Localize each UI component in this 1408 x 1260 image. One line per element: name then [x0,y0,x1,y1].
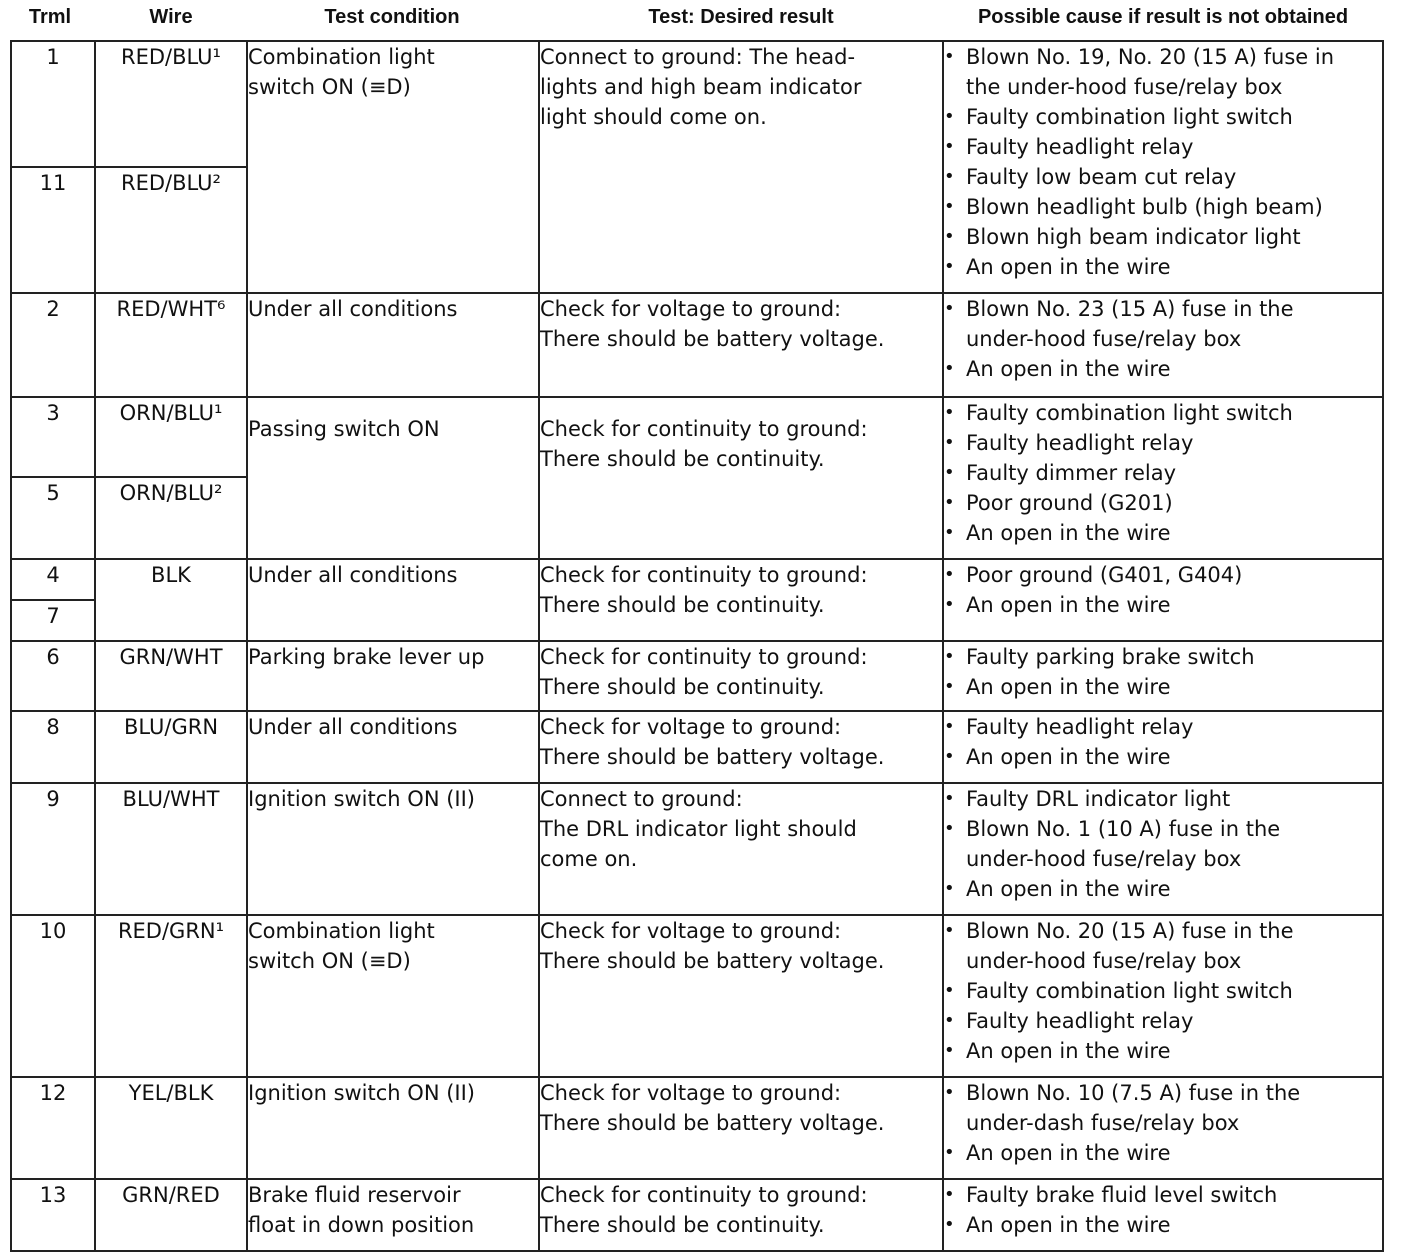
terminal-cell: 7 [11,600,95,641]
table-row [11,1077,1383,1179]
cause-list [944,712,1382,772]
desired-result-cell: Check for voltage to ground: There should be battery voltage. [539,915,943,1077]
cause-list [944,398,1382,548]
cause-item: • Faulty DRL indicator light [944,784,1382,814]
test-condition-cell: Brake fluid reservoir float in down position [247,1179,539,1251]
wire-cell: ORN/BLU² [95,477,247,559]
desired-result-cell: Check for continuity to ground: There should be continuity. [539,641,943,711]
cause-list [944,1078,1382,1168]
wire-cell: RED/WHT⁶ [95,293,247,397]
terminal-cell: 1 [11,41,95,167]
cause-item: under-hood fuse/relay box [966,949,1242,973]
header-wire: Wire [149,6,193,28]
possible-cause-cell [943,41,1383,293]
possible-cause-cell [943,915,1383,1077]
wire-cell: RED/GRN¹ [95,915,247,1077]
possible-cause-cell [943,397,1383,559]
cause-item: under-hood fuse/relay box [966,847,1242,871]
cause-item: • An open in the wire [944,874,1382,904]
test-condition-cell: Ignition switch ON (II) [247,783,539,915]
cause-item: • An open in the wire [944,354,1382,384]
possible-cause-cell [943,293,1383,397]
cause-item: • Blown No. 23 (15 A) fuse in the [944,294,1382,324]
cause-item: • Faulty headlight relay [944,132,1382,162]
cause-item: • Blown No. 20 (15 A) fuse in the [944,916,1382,946]
cause-item: under-dash fuse/relay box [966,1111,1240,1135]
cause-item: • An open in the wire [944,518,1382,548]
possible-cause-cell [943,711,1383,783]
cause-item: • An open in the wire [944,1210,1382,1240]
table-row [11,293,1383,397]
cause-list [944,294,1382,384]
header-desired-result: Test: Desired result [648,6,834,28]
cause-list [944,560,1382,620]
cause-item: • Poor ground (G201) [944,488,1382,518]
cause-item: • Faulty parking brake switch [944,642,1382,672]
cause-item: the under-hood fuse/relay box [966,75,1283,99]
test-condition-cell: Under all conditions [247,293,539,397]
test-condition-cell: Under all conditions [247,711,539,783]
wire-cell: YEL/BLK [95,1077,247,1179]
possible-cause-cell [943,559,1383,641]
wire-cell: ORN/BLU¹ [95,397,247,477]
test-condition-cell: Under all conditions [247,559,539,641]
wire-cell: BLU/GRN [95,711,247,783]
cause-list [944,916,1382,1066]
desired-result-cell: Connect to ground: The DRL indicator light should come on. [539,783,943,915]
table-row [11,711,1383,783]
header-trml: Trml [28,6,72,28]
wire-cell: RED/BLU² [95,167,247,293]
diagnostic-table [10,40,1384,1252]
possible-cause-cell [943,641,1383,711]
cause-item: • Faulty combination light switch [944,398,1382,428]
terminal-cell: 2 [11,293,95,397]
desired-result-cell: Check for voltage to ground: There should be battery voltage. [539,1077,943,1179]
cause-item: • Faulty brake fluid level switch [944,1180,1382,1210]
cause-item: • Faulty dimmer relay [944,458,1382,488]
cause-list [944,1180,1382,1240]
cause-item: • An open in the wire [944,672,1382,702]
wire-cell: RED/BLU¹ [95,41,247,167]
table-row [11,559,1383,600]
cause-item: • Blown headlight bulb (high beam) [944,192,1382,222]
wire-cell: GRN/RED [95,1179,247,1251]
wire-cell: BLK [95,559,247,641]
cause-item: • Faulty headlight relay [944,1006,1382,1036]
cause-item: • Blown No. 1 (10 A) fuse in the [944,814,1382,844]
terminal-cell: 13 [11,1179,95,1251]
table-row [11,915,1383,1077]
cause-item: • Faulty combination light switch [944,976,1382,1006]
table-row [11,641,1383,711]
cause-item: • Faulty headlight relay [944,428,1382,458]
table-row [11,397,1383,477]
terminal-cell: 10 [11,915,95,1077]
header-possible-cause: Possible cause if result is not obtained [977,6,1349,28]
terminal-cell: 9 [11,783,95,915]
cause-item: • Faulty headlight relay [944,712,1382,742]
cause-list [944,642,1382,702]
cause-list [944,42,1382,282]
terminal-cell: 5 [11,477,95,559]
cause-item: • Blown No. 10 (7.5 A) fuse in the [944,1078,1382,1108]
wire-cell: BLU/WHT [95,783,247,915]
header-test-condition: Test condition [324,6,460,28]
table-row [11,783,1383,915]
desired-result-cell: Check for continuity to ground: There should be continuity. [539,397,943,559]
test-condition-cell: Combination light switch ON (≡D) [247,41,539,293]
cause-list [944,784,1382,904]
possible-cause-cell [943,1179,1383,1251]
cause-item: • An open in the wire [944,590,1382,620]
terminal-cell: 6 [11,641,95,711]
test-condition-cell: Combination light switch ON (≡D) [247,915,539,1077]
cause-item: under-hood fuse/relay box [966,327,1242,351]
cause-item: • An open in the wire [944,1036,1382,1066]
cause-item: • An open in the wire [944,1138,1382,1168]
terminal-cell: 8 [11,711,95,783]
terminal-cell: 12 [11,1077,95,1179]
desired-result-cell: Check for continuity to ground: There should be continuity. [539,1179,943,1251]
cause-item: • Poor ground (G401, G404) [944,560,1382,590]
cause-item: • Faulty combination light switch [944,102,1382,132]
cause-item: • An open in the wire [944,252,1382,282]
wire-cell: GRN/WHT [95,641,247,711]
table-row [11,1179,1383,1251]
table-row [11,41,1383,167]
terminal-cell: 3 [11,397,95,477]
desired-result-cell: Check for continuity to ground: There should be continuity. [539,559,943,641]
cause-item: • Faulty low beam cut relay [944,162,1382,192]
cause-item: • An open in the wire [944,742,1382,772]
terminal-cell: 4 [11,559,95,600]
test-condition-cell: Ignition switch ON (II) [247,1077,539,1179]
desired-result-cell: Check for voltage to ground: There should be battery voltage. [539,293,943,397]
terminal-cell: 11 [11,167,95,293]
test-condition-cell: Parking brake lever up [247,641,539,711]
test-condition-cell: Passing switch ON [247,397,539,559]
possible-cause-cell [943,1077,1383,1179]
cause-item: • Blown high beam indicator light [944,222,1382,252]
possible-cause-cell [943,783,1383,915]
cause-item: • Blown No. 19, No. 20 (15 A) fuse in [944,42,1382,72]
desired-result-cell: Connect to ground: The head- lights and high beam indicator light should come on. [539,41,943,293]
desired-result-cell: Check for voltage to ground: There should be battery voltage. [539,711,943,783]
